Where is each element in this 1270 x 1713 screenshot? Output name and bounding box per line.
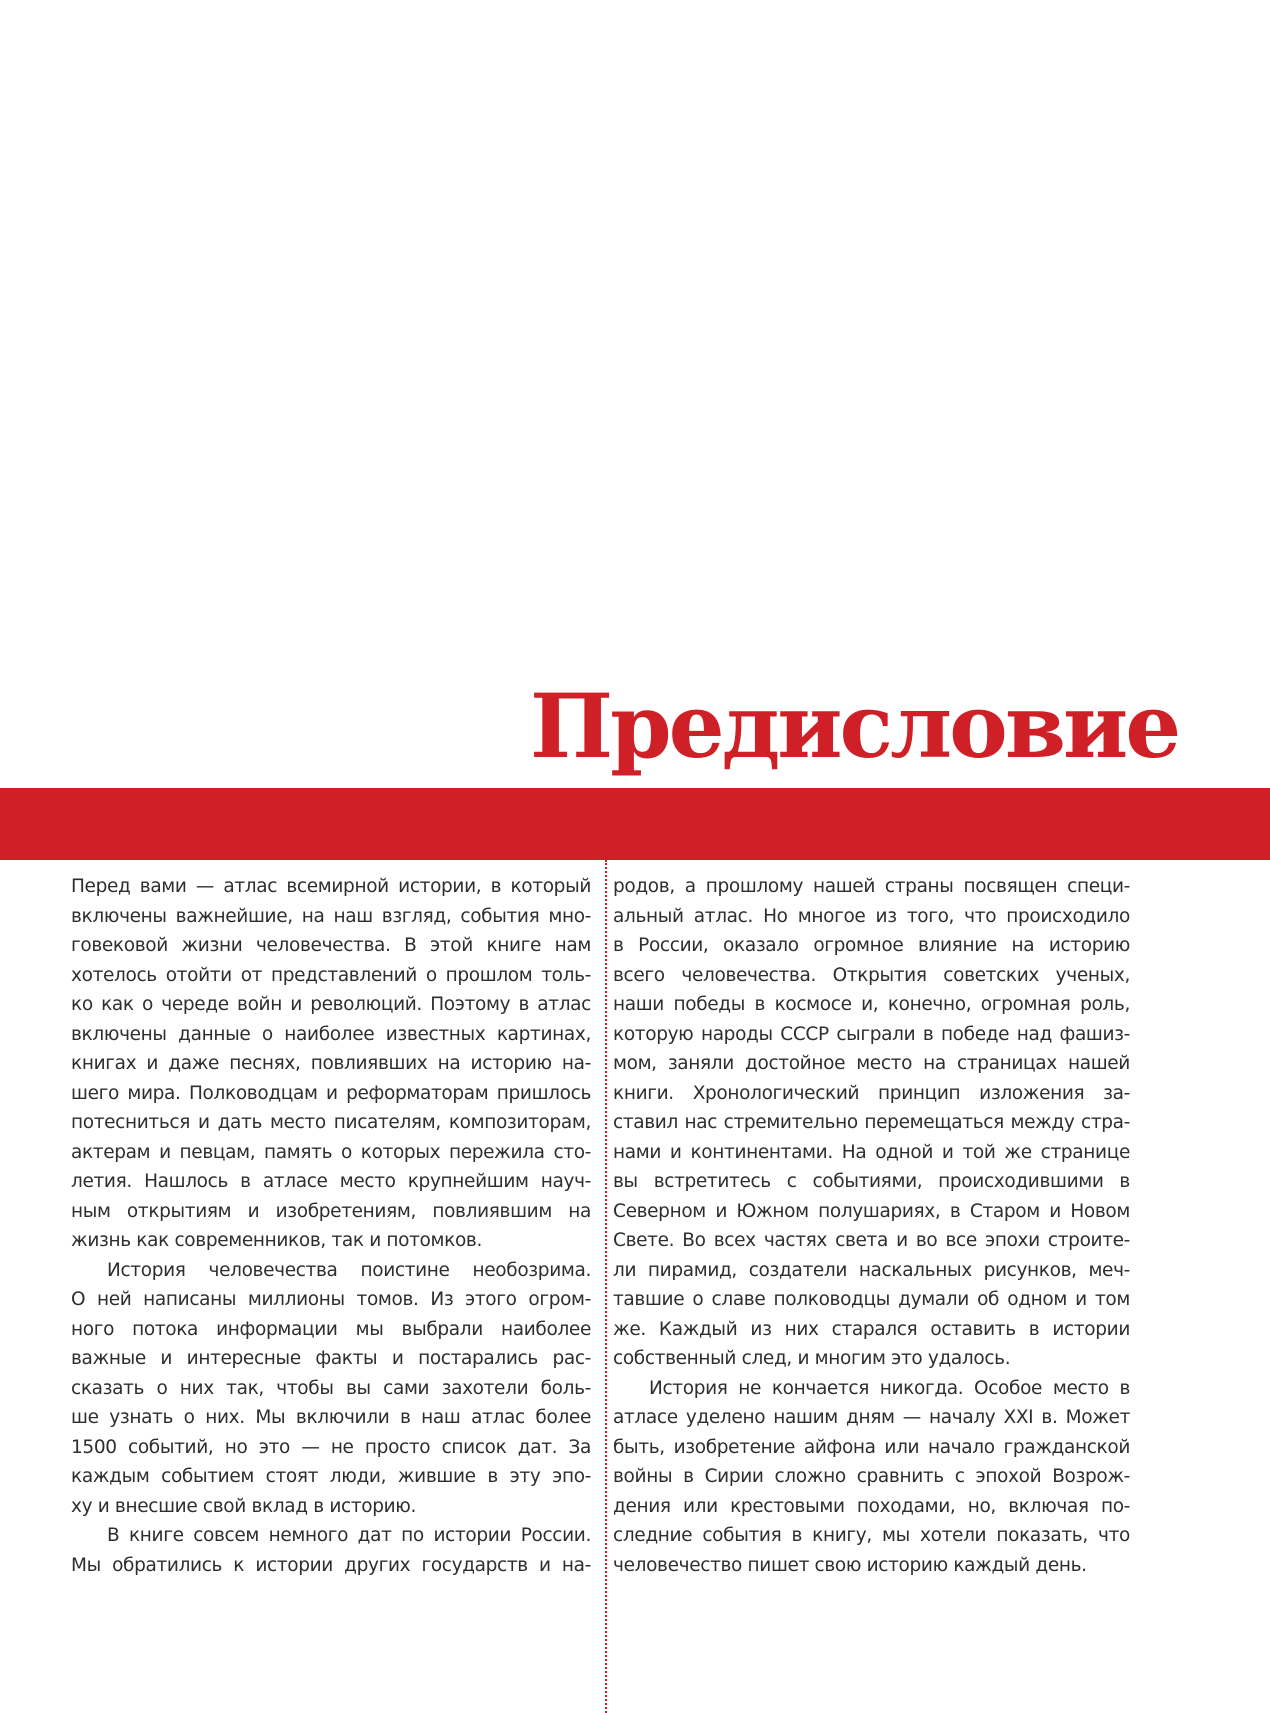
paragraph-line: собственный след, и многим это удалось.: [613, 1348, 1011, 1369]
paragraph-line: О ней написаны миллионы томов. Из этого огром-: [71, 1289, 591, 1310]
paragraph-line: вы встретитесь с событиями, происходившими в: [613, 1171, 1130, 1192]
paragraph-line: нами и континентами. На одной и той же странице: [613, 1141, 1130, 1163]
title-red-bar: [0, 788, 1270, 860]
paragraph-line: всего человечества. Открытия советских ученых,: [613, 964, 1130, 986]
page-title: Предисловие: [530, 674, 1179, 778]
paragraph-line: жизнь как современников, так и потомков.: [71, 1230, 483, 1251]
paragraph-line: В книге совсем немного дат по истории России.: [107, 1525, 591, 1546]
paragraph-line: войны в Сирии сложно сравнить с эпохой Возрож-: [613, 1466, 1130, 1487]
paragraph-line: История человечества поистине необозрима.: [107, 1259, 591, 1281]
paragraph-line: включены важнейшие, на наш взгляд, события мно-: [71, 905, 591, 927]
paragraph-line: каждым событием стоят люди, жившие в эту эпо-: [71, 1466, 591, 1487]
paragraph-line: наши победы в космосе и, конечно, огромная роль,: [613, 994, 1130, 1015]
paragraph-line: ше узнать о них. Мы включили в наш атлас более: [71, 1407, 591, 1428]
paragraph-line: хотелось отойти от представлений о прошлом толь-: [71, 964, 591, 986]
paragraph-line: актерам и певцам, память о которых пережила сто-: [71, 1141, 591, 1163]
paragraph-line: в России, оказало огромное влияние на историю: [613, 935, 1130, 956]
paragraph-line: Северном и Южном полушариях, в Старом и Новом: [613, 1200, 1130, 1222]
paragraph-line: дения или крестовыми походами, но, включая по-: [613, 1495, 1130, 1517]
paragraph-line: человечество пишет свою историю каждый день.: [613, 1554, 1087, 1576]
paragraph-line: Свете. Во всех частях света и во все эпохи строите-: [613, 1230, 1130, 1251]
paragraph-line: которую народы СССР сыграли в победе над фашиз-: [613, 1023, 1130, 1045]
paragraph-line: ставил нас стремительно перемещаться между стра-: [613, 1112, 1130, 1133]
column-divider: [605, 860, 607, 1713]
paragraph-line: родов, а прошлому нашей страны посвящен специ-: [613, 876, 1130, 897]
paragraph-line: атласе уделено нашим дням — началу XXI в. Может: [613, 1407, 1130, 1428]
paragraph-line: важные и интересные факты и постарались рас-: [71, 1348, 591, 1369]
paragraph-line: потесниться и дать место писателям, композиторам,: [71, 1112, 591, 1133]
paragraph-line: быть, изобретение айфона или начало гражданской: [613, 1436, 1130, 1458]
paragraph-line: сказать о них так, чтобы вы сами захотели боль-: [71, 1377, 591, 1399]
text-column-right: [613, 872, 1130, 1580]
paragraph-line: мом, заняли достойное место на страницах нашей: [613, 1053, 1130, 1074]
paragraph-line: альный атлас. Но многое из того, что происходило: [613, 905, 1130, 927]
paragraph-line: 1500 событий, но это — не просто список дат. За: [71, 1436, 591, 1458]
paragraph-line: ного потока информации мы выбрали наиболее: [71, 1318, 591, 1340]
paragraph-line: ху и внесшие свой вклад в историю.: [71, 1495, 417, 1517]
paragraph-line: ным открытиям и изобретениям, повлиявшим на: [71, 1200, 591, 1222]
paragraph-line: шего мира. Полководцам и реформаторам пришлось: [71, 1082, 591, 1104]
paragraph-line: книгах и даже песнях, повлиявших на историю на-: [71, 1053, 591, 1074]
paragraph-line: говековой жизни человечества. В этой книге нам: [71, 935, 591, 956]
paragraph-line: включены данные о наиболее известных картинах,: [71, 1023, 591, 1045]
paragraph-line: История не кончается никогда. Особое место в: [649, 1377, 1130, 1399]
paragraph-line: летия. Нашлось в атласе место крупнейшим науч-: [71, 1171, 591, 1192]
paragraph-line: ли пирамид, создатели наскальных рисунков, меч-: [613, 1259, 1130, 1281]
paragraph-line: Мы обратились к истории других государств и на-: [71, 1554, 591, 1576]
text-column-left: [71, 872, 591, 1580]
paragraph-line: следние события в книгу, мы хотели показать, что: [613, 1525, 1130, 1546]
paragraph-line: Перед вами — атлас всемирной истории, в который: [71, 876, 591, 897]
paragraph-line: тавшие о славе полководцы думали об одном и том: [613, 1289, 1130, 1310]
paragraph-line: же. Каждый из них старался оставить в истории: [613, 1318, 1130, 1340]
paragraph-line: книги. Хронологический принцип изложения за-: [613, 1082, 1130, 1104]
paragraph-line: ко как о череде войн и революций. Поэтому в атлас: [71, 994, 591, 1015]
